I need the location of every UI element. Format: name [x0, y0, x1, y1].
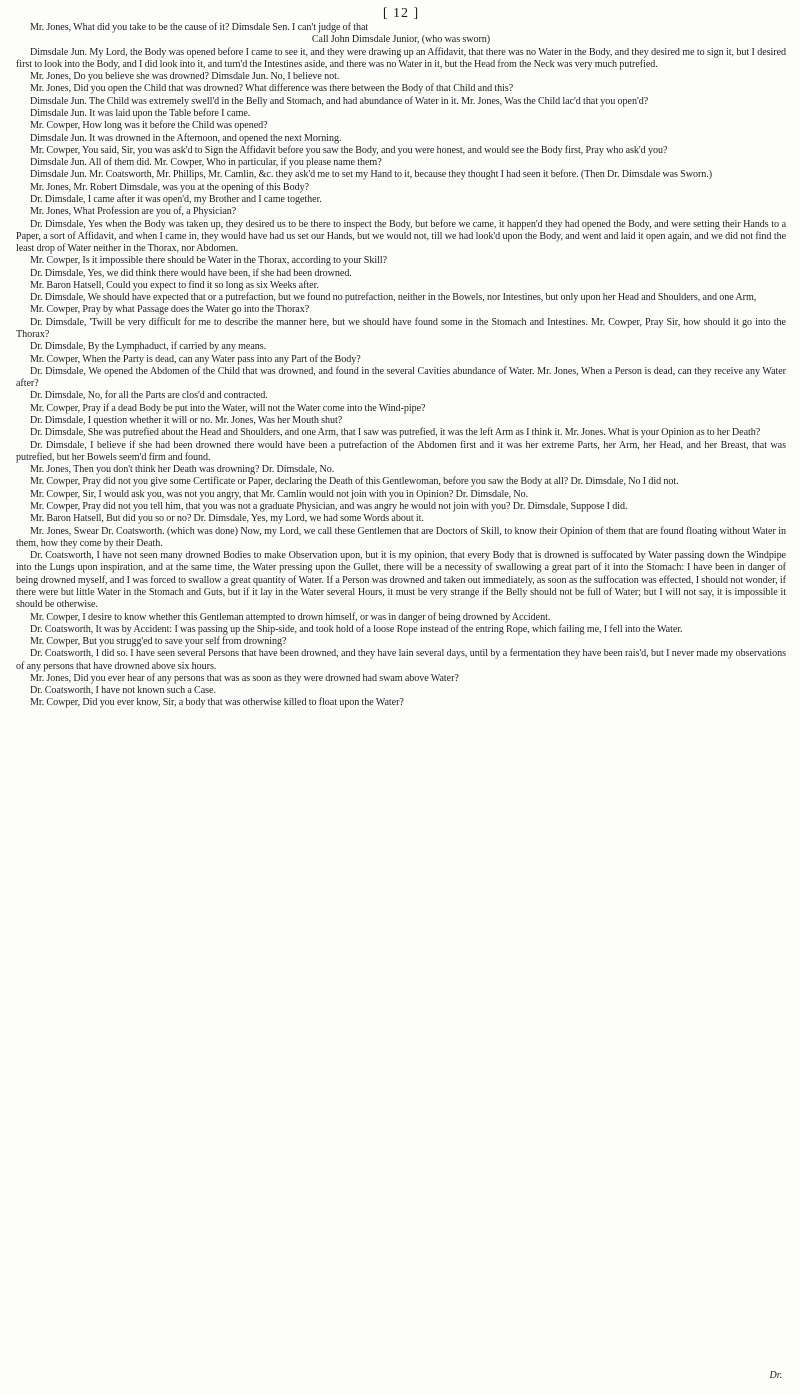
transcript-paragraph: Mr. Cowper, Is it impossible there should be Water in the Thorax, according to your Skill? [30, 255, 388, 267]
transcript-paragraph: Mr. Cowper, You said, Sir, you was ask'd to Sign the Affidavit before you saw the Body, and you were honest, and would see the Body first, Pray who ask'd you? [30, 144, 668, 156]
transcript-paragraph: Dr. Dimsdale, 'Twill be very difficult for me to describe the manner here, but we should have found some in the Stomach and Intestines. Mr. Cowper, Pray Sir, how should it go into the Thorax? [16, 316, 786, 341]
transcript-paragraph: Dr. Dimsdale, She was putrefied about the Head and Shoulders, and one Arm, that I saw was putrefied, it was the left Arm as I think it. Mr. Jones. What is your Opinion as to her Death? [30, 427, 761, 439]
transcript-paragraph: Dr. Dimsdale, I question whether it will or no. Mr. Jones, Was her Mouth shut? [30, 415, 343, 426]
transcript-paragraph: Dr. Coatsworth, I have not seen many drowned Bodies to make Observation upon, but it is my opinion, that every Body that is drowned is suffocated by Water passing down the Windpipe into the Lungs upon inspiration, and at the same time, the Water pressing upon the Gullet, there will be a necessity of swallowing a great part of it into the Stomach: I have been in danger of being drowned myself, and I was forced to swallow a great quantity of Water. If a Person was drowned and taken out immediately, as soon as the suffocation was effected, I should not wonder, if there were but little Water in the Stomach and Guts, but if it lay in the Water several Hours, it must be very strange if the Belly should not be full of Water; but I will not say, it is impossible it should be otherwise. [16, 550, 786, 611]
transcript-paragraph: Mr. Jones, Do you believe she was drowned? Dimsdale Jun. No, I believe not. [30, 71, 340, 83]
transcript-paragraph: Dimsdale Jun. It was laid upon the Table before I came. [30, 107, 251, 119]
transcript-paragraph: Mr. Baron Hatsell, But did you so or no? Dr. Dimsdale, Yes, my Lord, we had some Words about it. [30, 513, 424, 525]
transcript-paragraph: Mr. Jones, Did you ever hear of any persons that was as soon as they were drowned had swam above Water? [30, 672, 459, 684]
transcript-paragraph: Dimsdale Jun. My Lord, the Body was opened before I came to see it, and they were drawing up an Affidavit, that there was no Water in the Body, and they desired me to sign it, but I desired first to look into the Body, and I did look into it, and turn'd the Intestines aside, and there was no Water in it, but the Head from the Neck was very much putrefied. [16, 46, 786, 70]
transcript-paragraph: Mr. Jones, What Profession are you of, a Physician? [30, 206, 237, 218]
transcript-paragraph: Dr. Coatsworth, I have not known such a Case. [30, 685, 216, 697]
transcript-paragraph: Mr. Cowper, I desire to know whether this Gentleman attempted to drown himself, or was in danger of being drowned by Accident. [30, 611, 551, 623]
transcript-paragraph: Dr. Dimsdale, I came after it was open'd, my Brother and I came together. [30, 193, 322, 205]
transcript-paragraph: Dr. Dimsdale, Yes when the Body was taken up, they desired us to be there to inspect the Body, but before we came, it happen'd they had opened the Body, and were setting their Hands to a Paper, a sort of Affidavit, and when I came in, they would have had us set our Hands, but we would not, till we had look'd upon the Body, and went and laid it open again, and we did not find the least drop of Water neither in the Thorax, nor Abdomen. [16, 218, 786, 255]
transcript-paragraph: Dr. Dimsdale, I believe if she had been drowned there would have been a putrefaction of the Abdomen first and it was her extreme Parts, her Arm, her Head, and her Breast, that was putrefied, but her Bowels seem'd firm and found. [16, 439, 786, 463]
transcript-paragraph: Dr. Dimsdale, We should have expected that or a putrefaction, but we found no putrefaction, neither in the Bowels, nor Intestines, but only upon her Head and Shoulders, and one Arm, [30, 292, 757, 304]
transcript-paragraph: Mr. Cowper, When the Party is dead, can any Water pass into any Part of the Body? [30, 353, 361, 365]
transcript-paragraph: Dimsdale Jun. All of them did. Mr. Cowper, Who in particular, if you please name them? [30, 157, 382, 169]
transcript-paragraph: Mr. Cowper, Sir, I would ask you, was not you angry, that Mr. Camlin would not join with you in Opinion? Dr. Dimsdale, No. [30, 488, 529, 500]
transcript-paragraph: Mr. Jones, Then you don't think her Death was drowning? Dr. Dimsdale, No. [30, 464, 335, 476]
transcript-paragraph: Mr. Cowper, But you strugg'ed to save your self from drowning? [30, 636, 287, 648]
transcript-paragraph: Mr. Jones, Swear Dr. Coatsworth. (which was done) Now, my Lord, we call these Gentlemen that are Doctors of Skill, to know their Opinion of them that are found floating without Water in them, how they come by their Death. [16, 525, 786, 549]
transcript-paragraph: Dimsdale Jun. It was drowned in the Afternoon, and opened the next Morning. [30, 132, 342, 144]
transcript-paragraph: Mr. Jones, Mr. Robert Dimsdale, was you at the opening of this Body? [30, 181, 310, 193]
transcript-paragraph: Dr. Coatsworth, I did so. I have seen several Persons that have been drowned, and they have lain several days, until by a fermentation they have been rais'd, but I never made my observations of any persons that have drowned above six hours. [16, 648, 786, 672]
page-number: [ 12 ] [382, 6, 420, 21]
transcript-paragraph: Mr. Cowper, Pray by what Passage does the Water go into the Thorax? [30, 304, 310, 316]
transcript-paragraph: Dr. Coatsworth, It was by Accident: I was passing up the Ship-side, and took hold of a loose Rope instead of the entring Rope, which failing me, I fell into the Water. [30, 623, 683, 635]
transcript-paragraph: Mr. Cowper, Did you ever know, Sir, a body that was otherwise killed to float upon the Water? [30, 697, 404, 709]
transcript-paragraph: Mr. Jones, Did you open the Child that was drowned? What difference was there between the Body of that Child and this? [30, 83, 514, 95]
trial-transcript [16, 22, 786, 710]
transcript-paragraph: Mr. Jones, What did you take to be the cause of it? Dimsdale Sen. I can't judge of that [30, 22, 369, 33]
transcript-paragraph: Call John Dimsdale Junior, (who was sworn) [311, 34, 491, 46]
transcript-paragraph: Mr. Cowper, Pray did not you give some Certificate or Paper, declaring the Death of this Gentlewoman, before you saw the Body at all? Dr. Dimsdale, No I did not. [30, 476, 679, 488]
transcript-paragraph: Mr. Cowper, Pray did not you tell him, that you was not a graduate Physician, and was angry he would not join with you? Dr. Dimsdale, Suppose I did. [30, 500, 628, 512]
transcript-paragraph: Dr. Dimsdale, No, for all the Parts are clos'd and contracted. [30, 390, 268, 402]
transcript-paragraph: Mr. Cowper, Pray if a dead Body be put into the Water, will not the Water come into the Wind-pipe? [30, 402, 426, 414]
transcript-paragraph: Mr. Cowper, How long was it before the Child was opened? [30, 120, 268, 132]
catchword: Dr. [769, 1370, 782, 1381]
transcript-paragraph: Dr. Dimsdale, We opened the Abdomen of the Child that was drowned, and found in the several Cavities abundance of Water. Mr. Jones, When a Person is dead, can they receive any Water after? [16, 365, 786, 390]
transcript-paragraph: Mr. Baron Hatsell, Could you expect to find it so long as six Weeks after. [30, 279, 319, 291]
transcript-paragraph: Dr. Dimsdale, Yes, we did think there would have been, if she had been drowned. [30, 267, 352, 279]
transcript-paragraph: Dimsdale Jun. Mr. Coatsworth, Mr. Phillips, Mr. Camlin, &c. they ask'd me to set my Hand to it, because they thought I had seen it before. (Then Dr. Dimsdale was Sworn.) [30, 169, 713, 181]
transcript-paragraph: Dr. Dimsdale, By the Lymphaduct, if carried by any means. [30, 341, 267, 353]
transcript-paragraph: Dimsdale Jun. The Child was extremely swell'd in the Belly and Stomach, and had abundance of Water in it. Mr. Jones, Was the Child lac'd that you open'd? [30, 95, 649, 107]
